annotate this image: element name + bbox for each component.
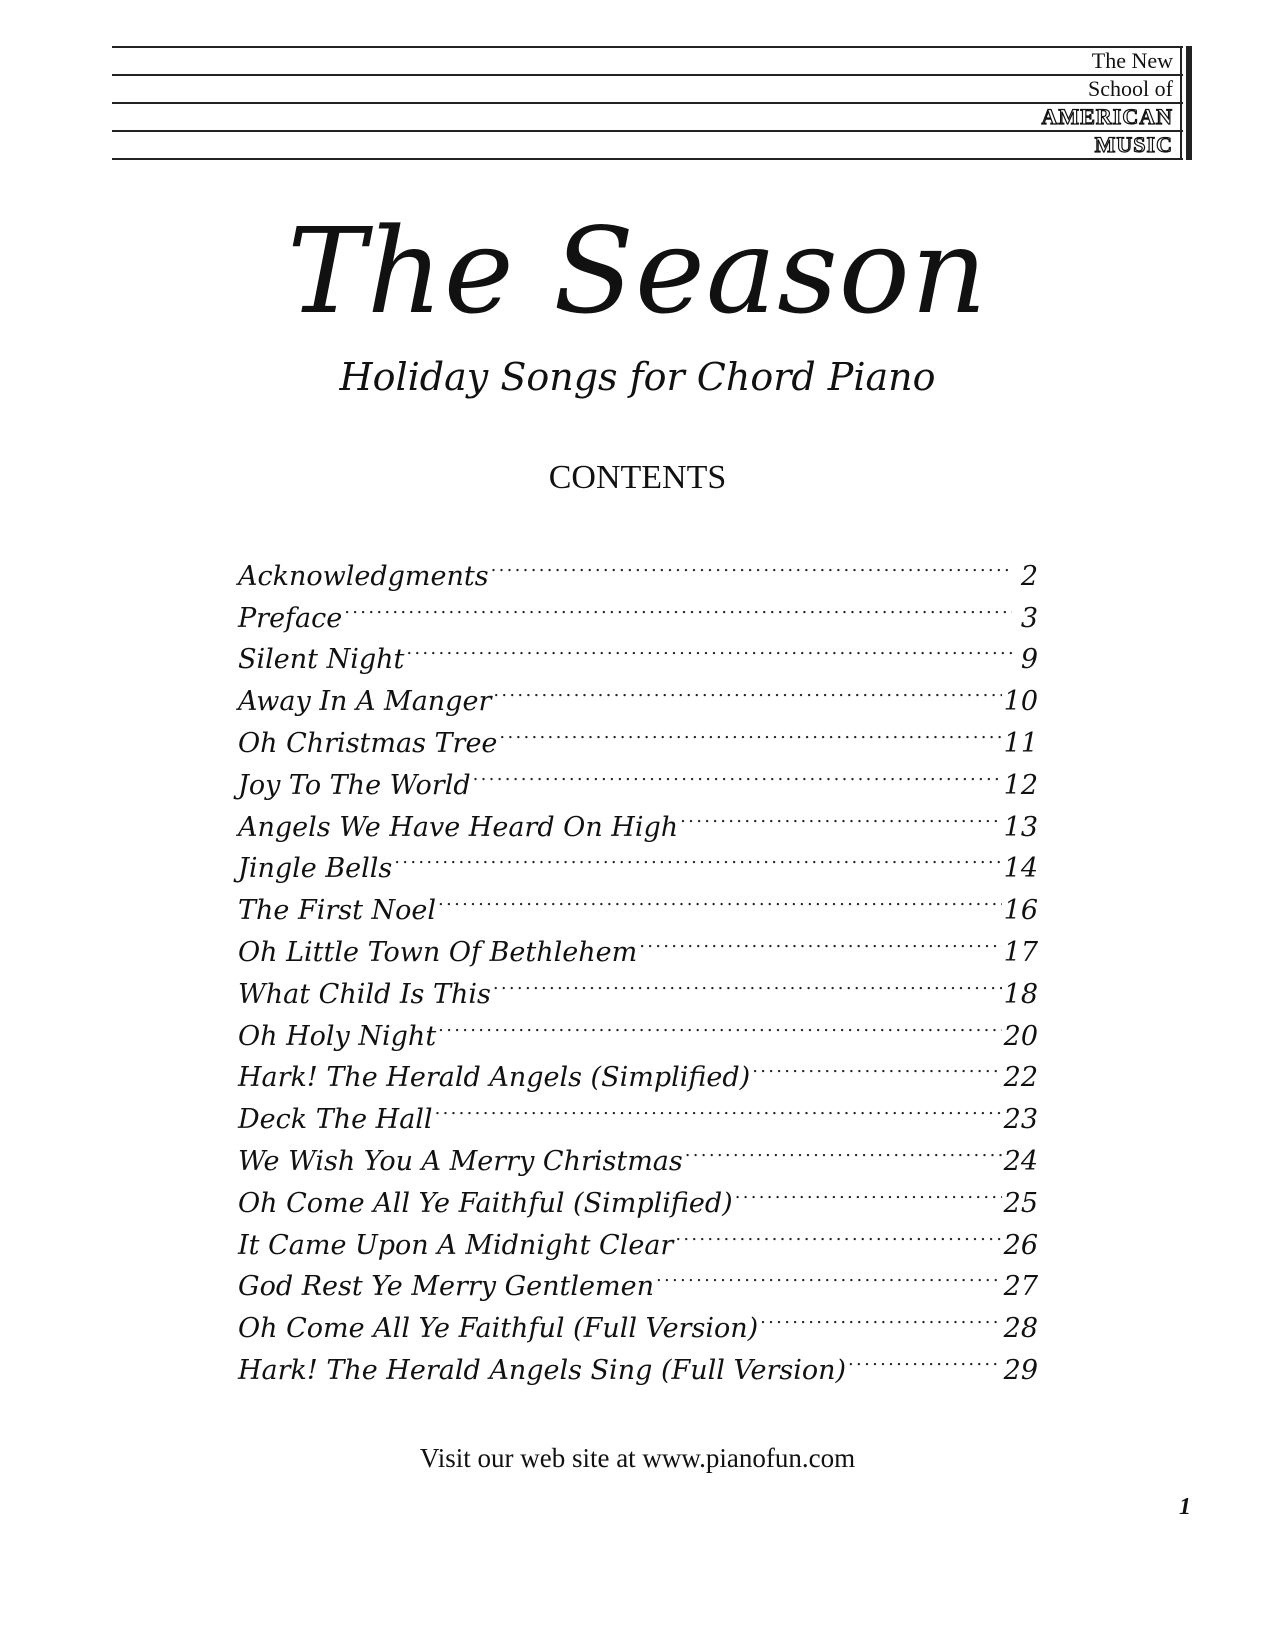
toc-dot-leader bbox=[639, 919, 1001, 961]
toc-entry-page: 18 bbox=[1003, 978, 1038, 1010]
logo-line-2: School of bbox=[1088, 76, 1173, 101]
logo-line-1: The New bbox=[1091, 48, 1173, 73]
toc-dot-leader bbox=[438, 1003, 1001, 1045]
toc-dot-leader bbox=[499, 710, 1001, 752]
toc-entry-page: 12 bbox=[1003, 769, 1038, 801]
toc-entry-title: Oh Christmas Tree bbox=[238, 727, 498, 759]
table-of-contents bbox=[238, 543, 1038, 1386]
toc-entry-page: 10 bbox=[1003, 686, 1038, 718]
toc-entry-page: 22 bbox=[1003, 1062, 1038, 1094]
toc-entry-page: 27 bbox=[1003, 1271, 1038, 1303]
toc-entry-page: 16 bbox=[1003, 895, 1038, 927]
toc-entry-page: 9 bbox=[1020, 644, 1038, 676]
toc-dot-leader bbox=[848, 1337, 1002, 1379]
toc-entry-page: 3 bbox=[1020, 602, 1038, 634]
toc-entry-page: 20 bbox=[1003, 1020, 1038, 1052]
toc-entry-title: What Child Is This bbox=[238, 978, 491, 1010]
toc-dot-leader bbox=[473, 752, 1002, 794]
toc-entry-title: Angels We Have Heard On High bbox=[238, 811, 679, 843]
toc-entry-title: God Rest Ye Merry Gentlemen bbox=[238, 1271, 654, 1303]
toc-entry-title: Deck The Hall bbox=[238, 1104, 433, 1136]
double-barline-thick bbox=[1186, 46, 1192, 160]
toc-entry-page: 2 bbox=[1020, 560, 1038, 592]
toc-entry-title: Oh Little Town Of Bethlehem bbox=[238, 936, 638, 968]
contents-heading: CONTENTS bbox=[548, 459, 727, 496]
toc-entry bbox=[238, 543, 1038, 592]
toc-entry-page: 29 bbox=[1003, 1354, 1038, 1386]
toc-entry-title: Away In A Manger bbox=[238, 686, 492, 718]
toc-entry-page: 28 bbox=[1003, 1313, 1038, 1345]
toc-entry-title: Jingle Bells bbox=[238, 853, 393, 885]
toc-dot-leader bbox=[752, 1045, 1001, 1087]
double-barline-thin bbox=[1180, 46, 1182, 160]
toc-entry-page: 24 bbox=[1003, 1145, 1038, 1177]
toc-entry-title: Joy To The World bbox=[238, 769, 471, 801]
staff-line bbox=[112, 158, 1183, 160]
toc-entry-page: 17 bbox=[1003, 936, 1038, 968]
toc-dot-leader bbox=[760, 1295, 1002, 1337]
toc-entry-title: Hark! The Herald Angels (Simplified) bbox=[238, 1062, 751, 1094]
toc-entry-page: 26 bbox=[1003, 1229, 1038, 1261]
page-subtitle: Holiday Songs for Chord Piano bbox=[339, 355, 936, 399]
toc-entry-page: 14 bbox=[1003, 853, 1038, 885]
toc-entry-title: It Came Upon A Midnight Clear bbox=[238, 1229, 674, 1261]
page-number: 1 bbox=[1179, 1494, 1191, 1520]
toc-dot-leader bbox=[680, 794, 1001, 836]
toc-entry-title: Preface bbox=[238, 602, 343, 634]
toc-entry-title: Oh Holy Night bbox=[238, 1020, 437, 1052]
toc-entry-title: Acknowledgments bbox=[238, 560, 489, 592]
toc-dot-leader bbox=[491, 543, 1012, 585]
toc-dot-leader bbox=[675, 1212, 1001, 1254]
toc-entry-title: We Wish You A Merry Christmas bbox=[238, 1145, 683, 1177]
toc-entry-title: Oh Come All Ye Faithful (Simplified) bbox=[238, 1187, 733, 1219]
toc-entry-title: Oh Come All Ye Faithful (Full Version) bbox=[238, 1313, 759, 1345]
toc-dot-leader bbox=[685, 1128, 1002, 1170]
toc-entry-title: Silent Night bbox=[238, 644, 405, 676]
toc-entry-page: 23 bbox=[1003, 1104, 1038, 1136]
toc-entry-page: 25 bbox=[1003, 1187, 1038, 1219]
toc-dot-leader bbox=[394, 836, 1001, 878]
toc-dot-leader bbox=[735, 1170, 1002, 1212]
toc-entry-page: 11 bbox=[1003, 727, 1038, 759]
toc-entry bbox=[238, 585, 1038, 634]
logo-line-4: MUSIC bbox=[1094, 132, 1173, 157]
toc-dot-leader bbox=[493, 961, 1002, 1003]
toc-dot-leader bbox=[493, 668, 1001, 710]
logo-line-3: AMERICAN bbox=[1041, 104, 1173, 129]
toc-dot-leader bbox=[656, 1254, 1002, 1296]
toc-dot-leader bbox=[406, 627, 1012, 669]
toc-dot-leader bbox=[435, 1086, 1002, 1128]
page-title: The Season bbox=[287, 202, 988, 340]
website-footer: Visit our web site at www.pianofun.com bbox=[419, 1443, 856, 1473]
toc-entry bbox=[238, 627, 1038, 676]
staff-logo-header bbox=[112, 46, 1189, 162]
toc-entry-title: The First Noel bbox=[238, 895, 437, 927]
toc-entry-page: 13 bbox=[1003, 811, 1038, 843]
toc-dot-leader bbox=[438, 877, 1002, 919]
toc-dot-leader bbox=[344, 585, 1012, 627]
toc-entry-title: Hark! The Herald Angels Sing (Full Version) bbox=[238, 1354, 847, 1386]
